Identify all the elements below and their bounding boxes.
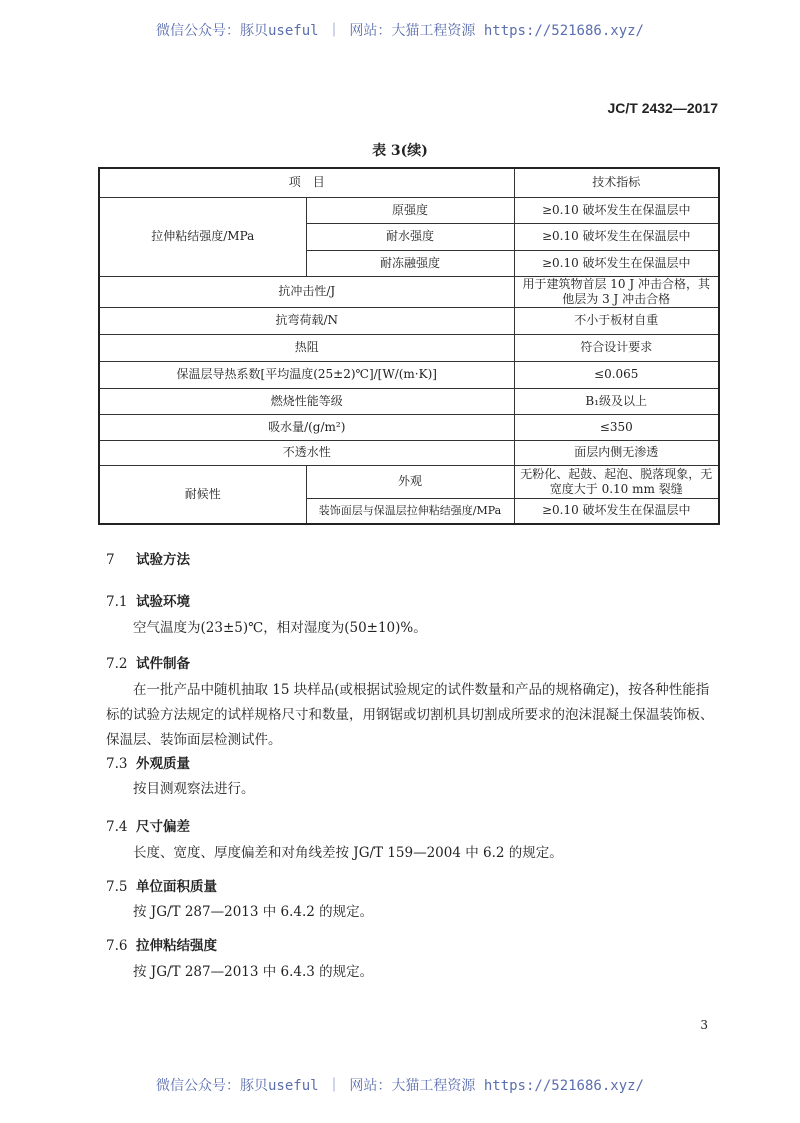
row-label: 外观	[306, 465, 514, 498]
header-spec: 技术指标	[514, 168, 719, 197]
row-label: 燃烧性能等级	[99, 388, 514, 414]
section-7-5-heading: 7.5 单位面积质量	[106, 879, 217, 895]
spec-table	[98, 167, 720, 525]
row-label: 耐冻融强度	[306, 250, 514, 276]
row-label: 热阻	[99, 334, 514, 361]
page-number: 3	[700, 1018, 708, 1032]
watermark-bottom: 微信公众号：豚贝useful ｜ 网站：大猫工程资源 https://521686.xyz/	[155, 1078, 644, 1094]
section-7-1-text: 空气温度为(23±5)℃，相对湿度为(50±10)%。	[133, 620, 427, 636]
bond-group: 拉伸粘结强度/MPa	[99, 197, 306, 276]
row-value: 无粉化、起鼓、起泡、脱落现象，无宽度大于 0.10 mm 裂缝	[514, 465, 719, 498]
section-7-4-text: 长度、宽度、厚度偏差和对角线差按 JG/T 159—2004 中 6.2 的规定。	[133, 845, 563, 861]
row-value: 不小于板材自重	[514, 307, 719, 334]
row-value: 符合设计要求	[514, 334, 719, 361]
section-7-4-heading: 7.4 尺寸偏差	[106, 819, 190, 835]
row-label: 抗冲击性/J	[99, 276, 514, 307]
weather-group: 耐候性	[99, 465, 306, 524]
row-value: ≥0.10 破坏发生在保温层中	[514, 197, 719, 223]
row-label: 吸水量/(g/m²)	[99, 414, 514, 440]
section-7-1-heading: 7.1 试验环境	[106, 594, 190, 610]
row-value: 面层内侧无渗透	[514, 440, 719, 465]
section-7-heading: 7 试验方法	[106, 552, 190, 568]
section-7-3-heading: 7.3 外观质量	[106, 756, 190, 772]
standard-number: JC/T 2432—2017	[607, 100, 718, 116]
row-value: ≤350	[514, 414, 719, 440]
section-7-2-heading: 7.2 试件制备	[106, 656, 190, 672]
row-value: ≤0.065	[514, 361, 719, 388]
row-label: 原强度	[306, 197, 514, 223]
table-title: 表 3(续)	[372, 143, 428, 159]
section-7-6-text: 按 JG/T 287—2013 中 6.4.3 的规定。	[133, 964, 374, 980]
row-label: 耐水强度	[306, 223, 514, 250]
row-label: 抗弯荷载/N	[99, 307, 514, 334]
row-value: ≥0.10 破坏发生在保温层中	[514, 250, 719, 276]
row-label: 保温层导热系数[平均温度(25±2)℃]/[W/(m·K)]	[99, 361, 514, 388]
row-label: 装饰面层与保温层拉伸粘结强度/MPa	[306, 498, 514, 524]
row-value: B₁级及以上	[514, 388, 719, 414]
section-7-6-heading: 7.6 拉伸粘结强度	[106, 938, 217, 954]
watermark-top: 微信公众号：豚贝useful ｜ 网站：大猫工程资源 https://521686.xyz/	[155, 23, 644, 39]
section-7-5-text: 按 JG/T 287—2013 中 6.4.2 的规定。	[133, 904, 374, 920]
section-7-2-text: 在一批产品中随机抽取 15 块样品(或根据试验规定的试件数量和产品的规格确定)，按各种性能指标的试验方法规定的试样规格尺寸和数量，用钢锯或切割机具切割成所要求的泡沫混凝土保温装饰板、保温层、装饰面层检测试件。	[106, 682, 714, 748]
row-value: ≥0.10 破坏发生在保温层中	[514, 498, 719, 524]
row-value: ≥0.10 破坏发生在保温层中	[514, 223, 719, 250]
row-label: 不透水性	[99, 440, 514, 465]
section-7-3-text: 按目测观察法进行。	[133, 781, 255, 797]
row-value: 用于建筑物首层 10 J 冲击合格，其他层为 3 J 冲击合格	[514, 276, 719, 307]
header-item: 项 目	[99, 168, 514, 197]
